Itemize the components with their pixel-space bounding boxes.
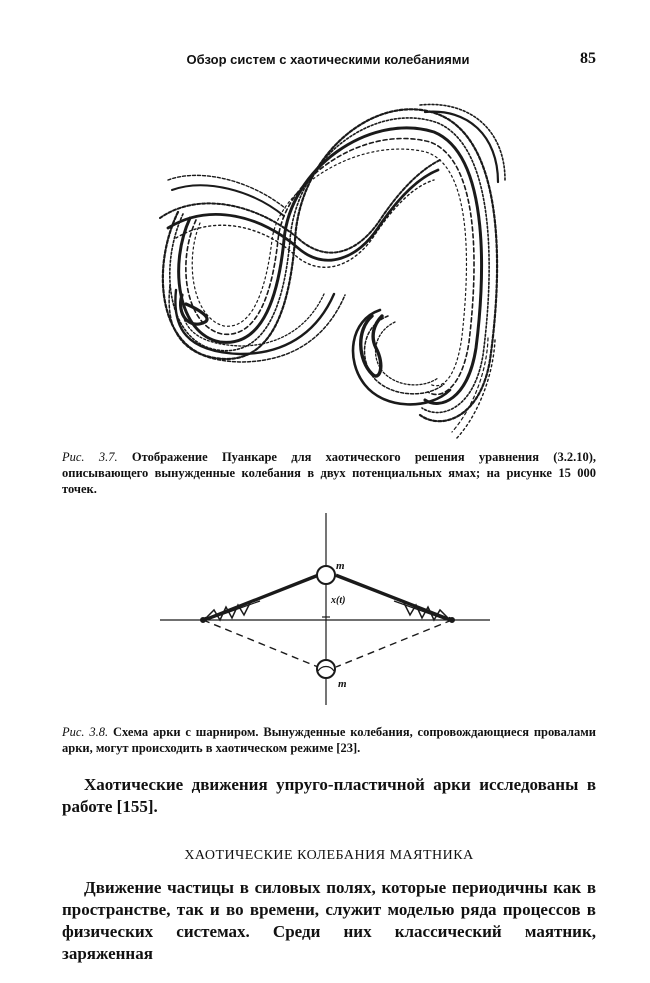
body-paragraph-1: Хаотические движения упруго-пластичной арки исследованы в работе [155]. bbox=[62, 775, 596, 816]
body-paragraph-2: Движение частицы в силовых полях, которые периодичны как в пространстве, так и во времени, служит моделью ряда процессов в физических системах. Среди них классический маятник, заряженная bbox=[62, 878, 596, 963]
label-x-t: x(t) bbox=[331, 595, 346, 606]
mass-top bbox=[317, 566, 335, 584]
label-m-bottom: m bbox=[338, 678, 347, 690]
figure-arch-schematic bbox=[0, 505, 650, 720]
figure2-label: Рис. 3.8. bbox=[62, 725, 109, 739]
arch-schematic-svg bbox=[0, 505, 650, 720]
figure2-caption bbox=[62, 724, 596, 756]
running-title: Обзор систем с хаотическими колебаниями bbox=[186, 52, 470, 67]
figure1-label: Рис. 3.7. bbox=[62, 450, 118, 464]
section-heading: ХАОТИЧЕСКИЕ КОЛЕБАНИЯ МАЯТНИКА bbox=[184, 848, 474, 863]
running-header bbox=[60, 52, 596, 72]
figure1-caption-text: Отображение Пуанкаре для хаотического решения уравнения (3.2.10), описывающего вынужденные колебания в двух потенциальных ямах; на рисунке 15 000 точек. bbox=[62, 450, 596, 496]
poincare-attractor-plot bbox=[0, 90, 650, 445]
figure2-caption-text: Схема арки с шарниром. Вынужденные колебания, сопровождающиеся провалами арки, могут происходить в хаотическом режиме [23]. bbox=[62, 725, 597, 755]
page-number: 85 bbox=[580, 50, 596, 67]
figure1-caption bbox=[62, 449, 596, 497]
label-m-top: m bbox=[336, 560, 345, 572]
figure-poincare-map bbox=[0, 90, 650, 445]
